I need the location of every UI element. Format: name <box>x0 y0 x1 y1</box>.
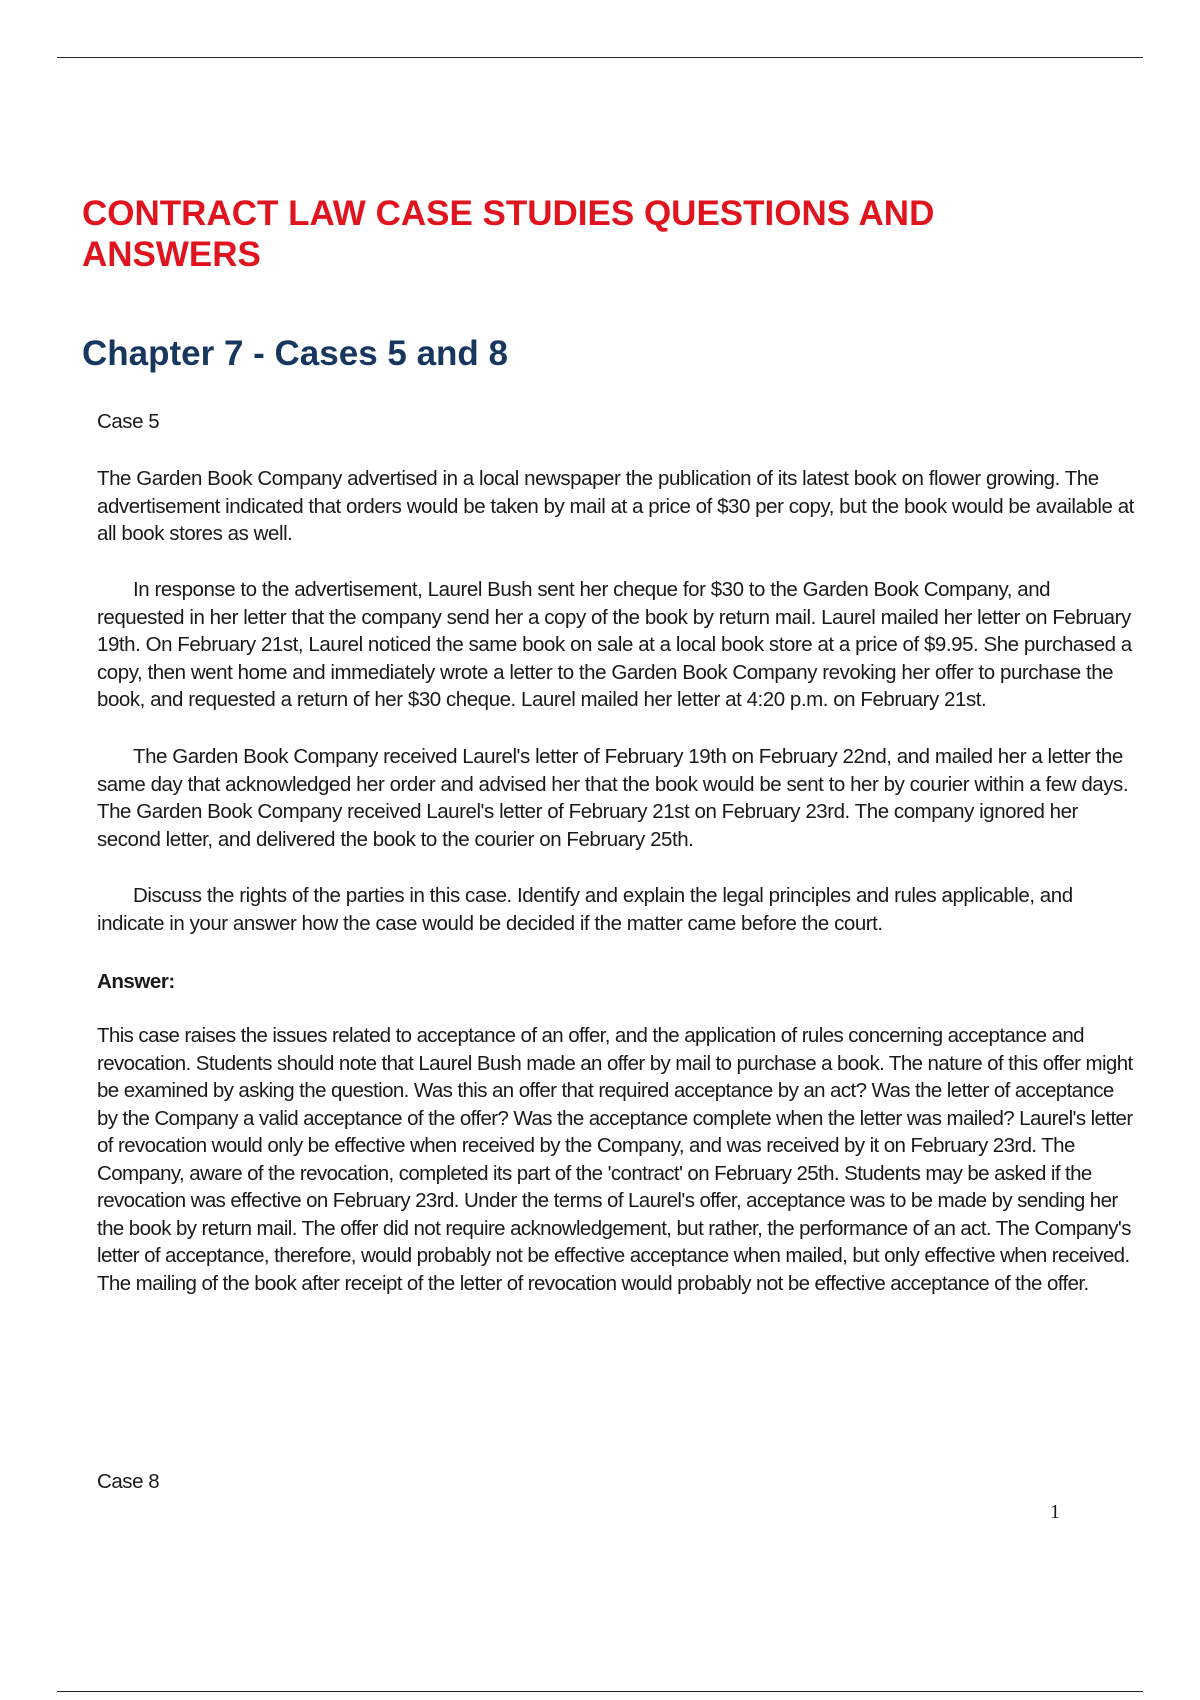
chapter-heading: Chapter 7 - Cases 5 and 8 <box>82 334 508 373</box>
case-5-paragraph-2: In response to the advertisement, Laurel Bush sent her cheque for $30 to the Garden Book Company, and requested in her letter that the company send her a copy of the book by return mail. Laurel mailed her letter on February 19th. On February 21st, Laurel noticed the same book on sale at a local book store at a price of $9.95. She purchased a copy, then went home and immediately wrote a letter to the Garden Book Company revoking her offer to purchase the book, and requested a return of her $30 cheque. Laurel mailed her letter at 4:20 p.m. on February 21st. <box>97 578 1132 711</box>
case-5-question: Discuss the rights of the parties in this case. Identify and explain the legal principles and rules applicable, and indicate in your answer how the case would be decided if the matter came before the court. <box>97 884 1073 935</box>
bottom-rule <box>57 1691 1143 1692</box>
case-5-paragraph-1: The Garden Book Company advertised in a local newspaper the publication of its latest book on flower growing. The advertisement indicated that orders would be taken by mail at a price of $30 per copy, but the book would be available at all book stores as well. <box>97 467 1134 545</box>
case-5-label: Case 5 <box>97 410 160 433</box>
answer-text: This case raises the issues related to acceptance of an offer, and the application of rules concerning acceptance and revocation. Students should note that Laurel Bush made an offer by mail to purchase a book. The nature of this offer might be examined by asking the question. Was this an offer that required acceptance by an act? Was the letter of acceptance by the Company a valid acceptance of the offer? Was the acceptance complete when the letter was mailed? Laurel's letter of revocation would only be effective when received by the Company, and was received by it on February 23rd. The Company, aware of the revocation, completed its part of the 'contract' on February 25th. Students may be asked if the revocation was effective on February 23rd. Under the terms of Laurel's offer, acceptance was to be made by sending her the book by return mail. The offer did not require acknowledgement, but rather, the performance of an act. The Company's letter of acceptance, therefore, would probably not be effective acceptance when mailed, but only effective when received. The mailing of the book after receipt of the letter of revocation would probably not be effective acceptance of the offer. <box>97 1024 1133 1295</box>
document-title: CONTRACT LAW CASE STUDIES QUESTIONS AND ANSWERS <box>82 194 935 274</box>
answer-label: Answer: <box>97 970 175 993</box>
case-8-label: Case 8 <box>97 1470 160 1493</box>
page-number: 1 <box>1050 1501 1060 1523</box>
case-5-paragraph-3: The Garden Book Company received Laurel's letter of February 19th on February 22nd, and mailed her a letter the same day that acknowledged her order and advised her that the book would be sent to her by courier within a few days. The Garden Book Company received Laurel's letter of February 21st on February 23rd. The company ignored her second letter, and delivered the book to the courier on February 25th. <box>97 745 1129 851</box>
top-rule <box>57 57 1143 58</box>
